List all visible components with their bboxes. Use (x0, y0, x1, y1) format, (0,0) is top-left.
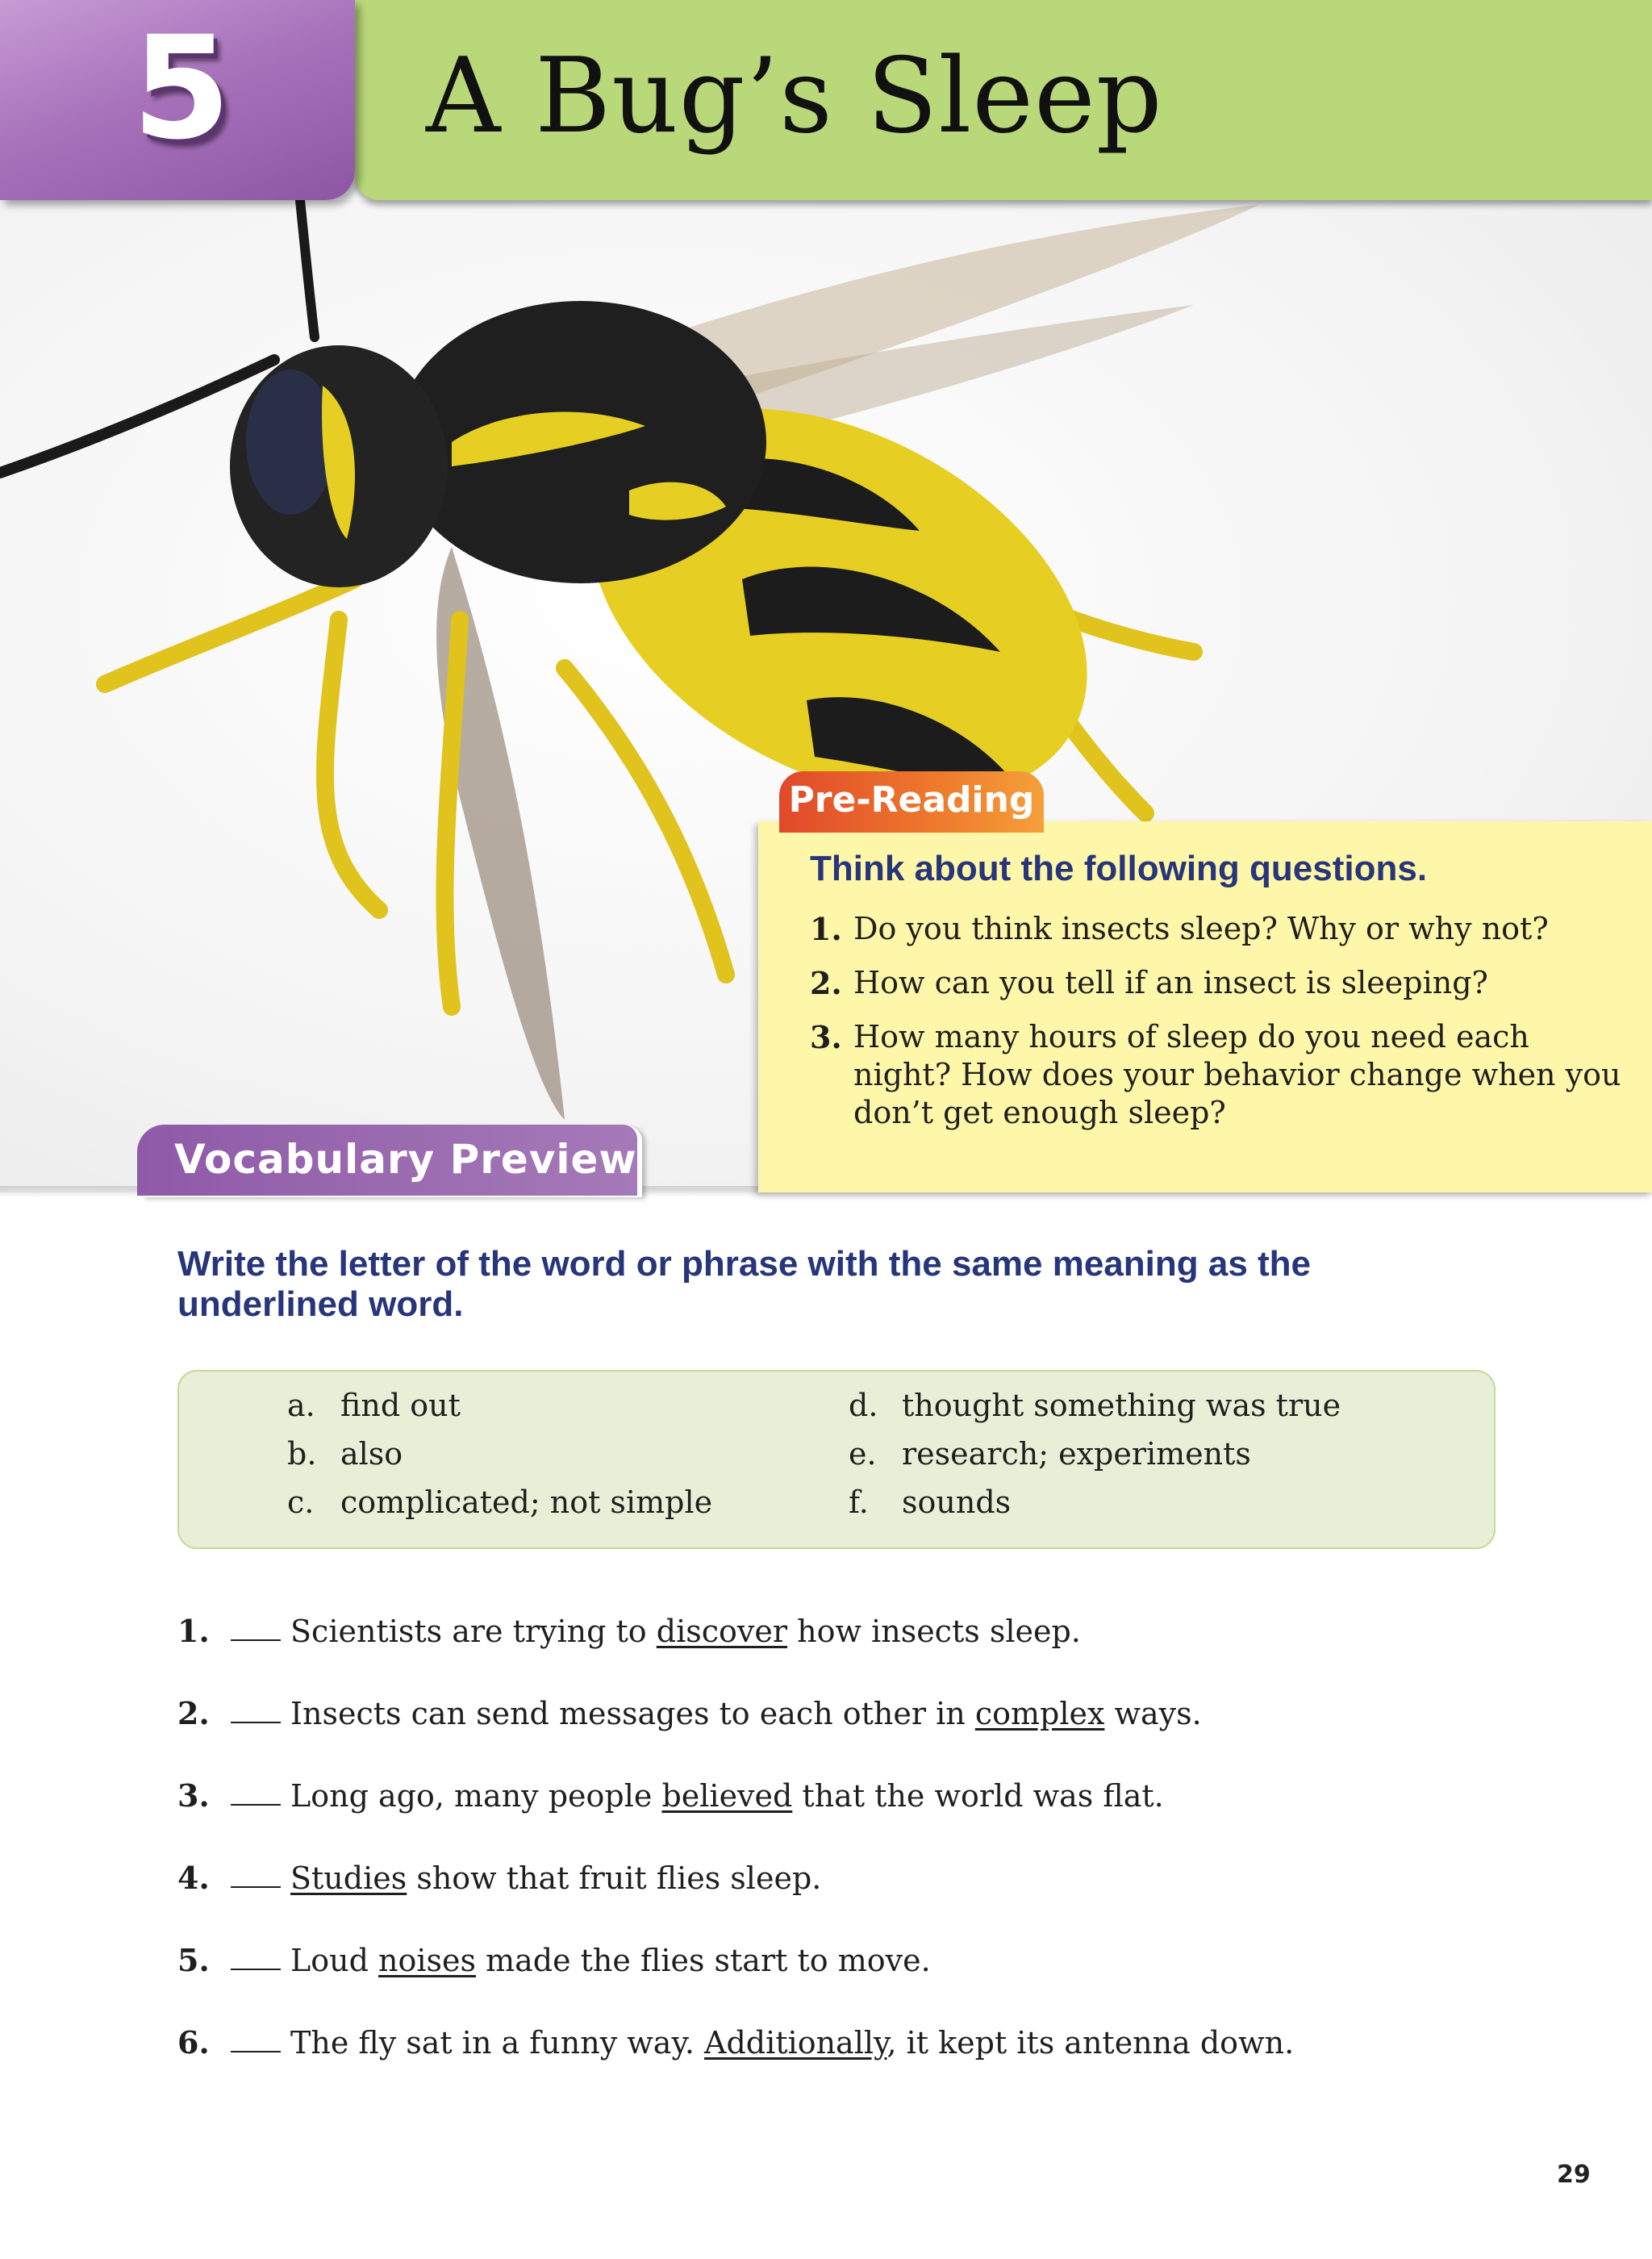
answer-blank[interactable] (231, 1639, 281, 1641)
title-bar (355, 0, 1652, 200)
question-number: 6. (177, 2024, 210, 2061)
vocabulary-question (177, 1772, 1549, 1820)
pre-reading-heading: Think about the following questions. (810, 849, 1428, 888)
sentence-before: Insects can send messages to each other in (290, 1696, 975, 1731)
pre-reading-label: Pre-Reading (788, 779, 1035, 821)
answer-blank[interactable] (231, 2051, 281, 2052)
underlined-word: Additionally (704, 2025, 887, 2061)
question-text: Do you think insects sleep? Why or why not? (853, 911, 1549, 946)
pre-reading-question (810, 964, 1625, 1002)
question-number: 2. (810, 965, 842, 1001)
answer-blank[interactable] (231, 1722, 281, 1723)
question-text: How can you tell if an insect is sleeping? (853, 965, 1488, 1000)
vocabulary-question (177, 1607, 1549, 1656)
pre-reading-tab (779, 771, 1044, 833)
question-sentence (290, 2019, 1294, 2067)
underlined-word: discover (656, 1614, 788, 1649)
sentence-before: The fly sat in a funny way. (290, 2025, 705, 2061)
pre-reading-question (810, 910, 1625, 948)
pre-reading-questions (810, 910, 1625, 1148)
answer-blank[interactable] (231, 1886, 281, 1888)
vocabulary-preview-label: Vocabulary Preview (174, 1136, 637, 1183)
underlined-word: believed (661, 1778, 793, 1814)
choice-letter: e. (849, 1436, 877, 1472)
choice-letter: a. (287, 1388, 315, 1423)
sentence-before: Scientists are trying to (290, 1614, 657, 1649)
sentence-after: that the world was flat. (792, 1778, 1164, 1814)
unit-number-tab (0, 0, 355, 200)
choice-letter: d. (849, 1388, 878, 1423)
question-number: 1. (810, 911, 842, 947)
question-sentence (290, 1936, 931, 1985)
question-number: 1. (177, 1613, 210, 1649)
underlined-word: Studies (290, 1860, 407, 1896)
underlined-word: complex (974, 1696, 1105, 1731)
page-title: A Bug’s Sleep (426, 36, 1163, 157)
question-text: How many hours of sleep do you need each night? How does your behavior change when you don’t get enough sleep? (853, 1019, 1621, 1130)
underlined-word: noises (378, 1943, 476, 1978)
vocabulary-preview-tab (137, 1125, 637, 1196)
question-number: 3. (810, 1019, 842, 1055)
answer-choices-box (177, 1370, 1496, 1549)
vocabulary-question (177, 1689, 1549, 1738)
sentence-after: made the flies start to move. (476, 1943, 931, 1978)
choice-letter: f. (849, 1484, 869, 1520)
choice-text: thought something was true (902, 1388, 1341, 1423)
choice-letter: b. (287, 1436, 317, 1472)
vocabulary-question (177, 1854, 1549, 1902)
vocabulary-question (177, 2019, 1549, 2067)
question-number: 3. (177, 1777, 210, 1814)
vocabulary-question (177, 1936, 1549, 1985)
choice-text: also (340, 1436, 403, 1472)
question-number: 2. (177, 1695, 210, 1731)
answer-blank[interactable] (231, 1804, 281, 1806)
unit-number: 5 (131, 6, 232, 171)
sentence-after: , it kept its antenna down. (886, 2025, 1295, 2061)
question-number: 4. (177, 1860, 210, 1896)
question-sentence (290, 1854, 821, 1902)
choice-text: research; experiments (902, 1436, 1251, 1472)
question-sentence (290, 1607, 1081, 1656)
sentence-after: how insects sleep. (787, 1614, 1081, 1649)
sentence-before: Long ago, many people (290, 1778, 662, 1814)
choice-text: complicated; not simple (340, 1484, 713, 1520)
question-number: 5. (177, 1942, 210, 1978)
pre-reading-question (810, 1018, 1625, 1132)
question-sentence (290, 1689, 1202, 1738)
sentence-before: Loud (290, 1943, 378, 1978)
answer-blank[interactable] (231, 1969, 281, 1970)
choice-text: find out (340, 1388, 461, 1423)
vocabulary-instruction: Write the letter of the word or phrase with the same meaning as the underlined word. (177, 1244, 1312, 1324)
question-sentence (290, 1772, 1164, 1820)
choice-letter: c. (287, 1484, 315, 1520)
sentence-after: ways. (1104, 1696, 1202, 1731)
page-number: 29 (1557, 2161, 1591, 2189)
sentence-after: show that fruit flies sleep. (407, 1860, 822, 1896)
choice-text: sounds (902, 1484, 1012, 1520)
